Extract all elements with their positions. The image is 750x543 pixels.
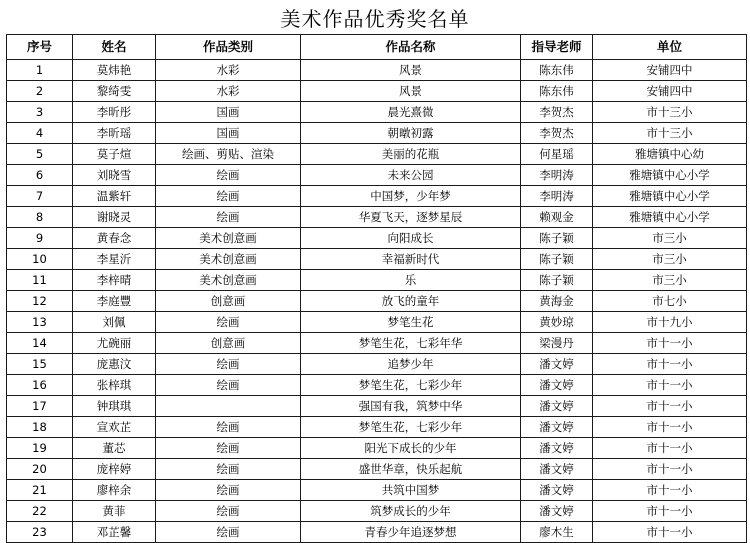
table-row	[7, 480, 747, 501]
header-unit: 单位	[593, 35, 747, 60]
cell-unit: 市十一小	[593, 459, 747, 480]
table-row	[7, 60, 747, 81]
cell-teacher: 廖木生	[521, 522, 593, 543]
table-row	[7, 312, 747, 333]
cell-unit: 市十一小	[593, 522, 747, 543]
cell-unit: 市十三小	[593, 123, 747, 144]
cell-unit: 市十一小	[593, 375, 747, 396]
table-row	[7, 501, 747, 522]
cell-unit: 安铺四中	[593, 81, 747, 102]
cell-index: 18	[7, 417, 73, 438]
cell-teacher: 赖观金	[521, 207, 593, 228]
table-row	[7, 123, 747, 144]
cell-work-title: 晨光熹微	[301, 102, 521, 123]
cell-unit: 市十一小	[593, 333, 747, 354]
cell-unit: 市十一小	[593, 480, 747, 501]
cell-category: 绘画	[156, 522, 301, 543]
cell-category: 绘画	[156, 438, 301, 459]
cell-work-title: 放飞的童年	[301, 291, 521, 312]
cell-name: 李昕瑶	[73, 123, 156, 144]
cell-unit: 安铺四中	[593, 60, 747, 81]
cell-teacher: 潘文婷	[521, 417, 593, 438]
cell-work-title: 追梦少年	[301, 354, 521, 375]
table-row	[7, 165, 747, 186]
table-row	[7, 144, 747, 165]
cell-category: 绘画	[156, 186, 301, 207]
header-teacher: 指导老师	[521, 35, 593, 60]
cell-name: 刘佩	[73, 312, 156, 333]
cell-name: 庞惠汶	[73, 354, 156, 375]
table-row	[7, 186, 747, 207]
cell-name: 李星沂	[73, 249, 156, 270]
table-row	[7, 396, 747, 417]
table-row	[7, 81, 747, 102]
cell-teacher: 潘文婷	[521, 396, 593, 417]
cell-category: 绘画	[156, 480, 301, 501]
cell-work-title: 共筑中国梦	[301, 480, 521, 501]
cell-work-title: 阳光下成长的少年	[301, 438, 521, 459]
cell-unit: 市十三小	[593, 102, 747, 123]
cell-category: 美术创意画	[156, 270, 301, 291]
table-row	[7, 375, 747, 396]
cell-index: 8	[7, 207, 73, 228]
cell-name: 黎绮雯	[73, 81, 156, 102]
cell-index: 16	[7, 375, 73, 396]
cell-category: 国画	[156, 123, 301, 144]
cell-name: 董芯	[73, 438, 156, 459]
cell-teacher: 梁漫丹	[521, 333, 593, 354]
cell-work-title: 梦笔生花，七彩少年	[301, 375, 521, 396]
cell-index: 11	[7, 270, 73, 291]
cell-category: 绘画	[156, 459, 301, 480]
table-row	[7, 417, 747, 438]
cell-category: 绘画	[156, 207, 301, 228]
cell-name: 廖梓余	[73, 480, 156, 501]
cell-teacher: 潘文婷	[521, 459, 593, 480]
cell-teacher: 陈子颖	[521, 228, 593, 249]
cell-unit: 雅塘镇中心小学	[593, 207, 747, 228]
cell-category: 水彩	[156, 81, 301, 102]
cell-unit: 市七小	[593, 291, 747, 312]
cell-name: 李昕彤	[73, 102, 156, 123]
cell-teacher: 何星瑶	[521, 144, 593, 165]
cell-work-title: 幸福新时代	[301, 249, 521, 270]
cell-work-title: 盛世华章，快乐起航	[301, 459, 521, 480]
page-title: 美术作品优秀奖名单	[280, 6, 470, 31]
table-row	[7, 102, 747, 123]
cell-teacher: 黄海金	[521, 291, 593, 312]
cell-name: 莫炜艳	[73, 60, 156, 81]
cell-teacher: 潘文婷	[521, 501, 593, 522]
cell-teacher: 李明涛	[521, 186, 593, 207]
cell-work-title: 向阳成长	[301, 228, 521, 249]
cell-unit: 市十一小	[593, 417, 747, 438]
cell-unit: 市三小	[593, 249, 747, 270]
cell-unit: 雅塘镇中心小学	[593, 186, 747, 207]
cell-category: 创意画	[156, 291, 301, 312]
cell-work-title: 朝暾初露	[301, 123, 521, 144]
cell-work-title: 青春少年追逐梦想	[301, 522, 521, 543]
cell-name: 钟琪琪	[73, 396, 156, 417]
cell-work-title: 梦笔生花，七彩少年	[301, 417, 521, 438]
cell-teacher: 陈东伟	[521, 60, 593, 81]
cell-teacher: 潘文婷	[521, 375, 593, 396]
table-row	[7, 438, 747, 459]
table-row	[7, 207, 747, 228]
cell-index: 10	[7, 249, 73, 270]
cell-work-title: 梦笔生花，七彩年华	[301, 333, 521, 354]
cell-index: 1	[7, 60, 73, 81]
cell-index: 20	[7, 459, 73, 480]
table-row	[7, 228, 747, 249]
cell-work-title: 美丽的花瓶	[301, 144, 521, 165]
award-table	[6, 34, 747, 543]
cell-teacher: 潘文婷	[521, 480, 593, 501]
cell-index: 3	[7, 102, 73, 123]
cell-name: 李庭豐	[73, 291, 156, 312]
cell-index: 17	[7, 396, 73, 417]
cell-unit: 市十一小	[593, 354, 747, 375]
header-work-title: 作品名称	[301, 35, 521, 60]
cell-index: 12	[7, 291, 73, 312]
cell-name: 宣欢芷	[73, 417, 156, 438]
cell-name: 李梓晴	[73, 270, 156, 291]
cell-teacher: 黄妙琼	[521, 312, 593, 333]
table-header-row	[7, 35, 747, 60]
cell-teacher: 陈东伟	[521, 81, 593, 102]
cell-index: 6	[7, 165, 73, 186]
cell-name: 刘晓雪	[73, 165, 156, 186]
cell-category	[156, 396, 301, 417]
cell-teacher: 李贺杰	[521, 102, 593, 123]
cell-work-title: 华夏飞天，逐梦星辰	[301, 207, 521, 228]
cell-index: 7	[7, 186, 73, 207]
cell-work-title: 梦笔生花	[301, 312, 521, 333]
table-row	[7, 291, 747, 312]
cell-index: 21	[7, 480, 73, 501]
cell-index: 14	[7, 333, 73, 354]
cell-work-title: 风景	[301, 81, 521, 102]
cell-index: 19	[7, 438, 73, 459]
cell-index: 2	[7, 81, 73, 102]
table-row	[7, 459, 747, 480]
table-row	[7, 522, 747, 543]
cell-category: 绘画	[156, 375, 301, 396]
table-row	[7, 333, 747, 354]
cell-name: 庞梓婷	[73, 459, 156, 480]
cell-name: 谢晓灵	[73, 207, 156, 228]
cell-index: 15	[7, 354, 73, 375]
cell-name: 邓芷馨	[73, 522, 156, 543]
cell-category: 绘画	[156, 417, 301, 438]
cell-index: 22	[7, 501, 73, 522]
header-index: 序号	[7, 35, 73, 60]
cell-index: 4	[7, 123, 73, 144]
cell-name: 张梓琪	[73, 375, 156, 396]
cell-teacher: 潘文婷	[521, 438, 593, 459]
cell-category: 水彩	[156, 60, 301, 81]
cell-teacher: 李明涛	[521, 165, 593, 186]
cell-unit: 雅塘镇中心小学	[593, 165, 747, 186]
cell-index: 5	[7, 144, 73, 165]
cell-category: 美术创意画	[156, 249, 301, 270]
table-row	[7, 249, 747, 270]
cell-category: 美术创意画	[156, 228, 301, 249]
cell-name: 黄菲	[73, 501, 156, 522]
cell-teacher: 陈子颖	[521, 270, 593, 291]
cell-category: 绘画	[156, 501, 301, 522]
cell-work-title: 中国梦，少年梦	[301, 186, 521, 207]
cell-index: 23	[7, 522, 73, 543]
cell-teacher: 陈子颖	[521, 249, 593, 270]
cell-work-title: 强国有我，筑梦中华	[301, 396, 521, 417]
cell-teacher: 李贺杰	[521, 123, 593, 144]
cell-name: 尤碗丽	[73, 333, 156, 354]
cell-name: 莫子煊	[73, 144, 156, 165]
cell-work-title: 风景	[301, 60, 521, 81]
header-category: 作品类别	[156, 35, 301, 60]
cell-unit: 市十一小	[593, 396, 747, 417]
cell-unit: 雅塘镇中心幼	[593, 144, 747, 165]
cell-name: 黄春念	[73, 228, 156, 249]
cell-unit: 市三小	[593, 270, 747, 291]
table-row	[7, 354, 747, 375]
cell-unit: 市十一小	[593, 501, 747, 522]
cell-category: 绘画	[156, 165, 301, 186]
cell-category: 国画	[156, 102, 301, 123]
cell-category: 绘画、剪贴、渲染	[156, 144, 301, 165]
cell-category: 创意画	[156, 333, 301, 354]
header-name: 姓名	[73, 35, 156, 60]
cell-work-title: 乐	[301, 270, 521, 291]
cell-category: 绘画	[156, 312, 301, 333]
cell-index: 9	[7, 228, 73, 249]
cell-teacher: 潘文婷	[521, 354, 593, 375]
cell-category: 绘画	[156, 354, 301, 375]
cell-index: 13	[7, 312, 73, 333]
cell-unit: 市十一小	[593, 438, 747, 459]
cell-work-title: 筑梦成长的少年	[301, 501, 521, 522]
cell-unit: 市十九小	[593, 312, 747, 333]
cell-name: 温紫轩	[73, 186, 156, 207]
table-row	[7, 270, 747, 291]
cell-unit: 市三小	[593, 228, 747, 249]
cell-work-title: 未来公园	[301, 165, 521, 186]
